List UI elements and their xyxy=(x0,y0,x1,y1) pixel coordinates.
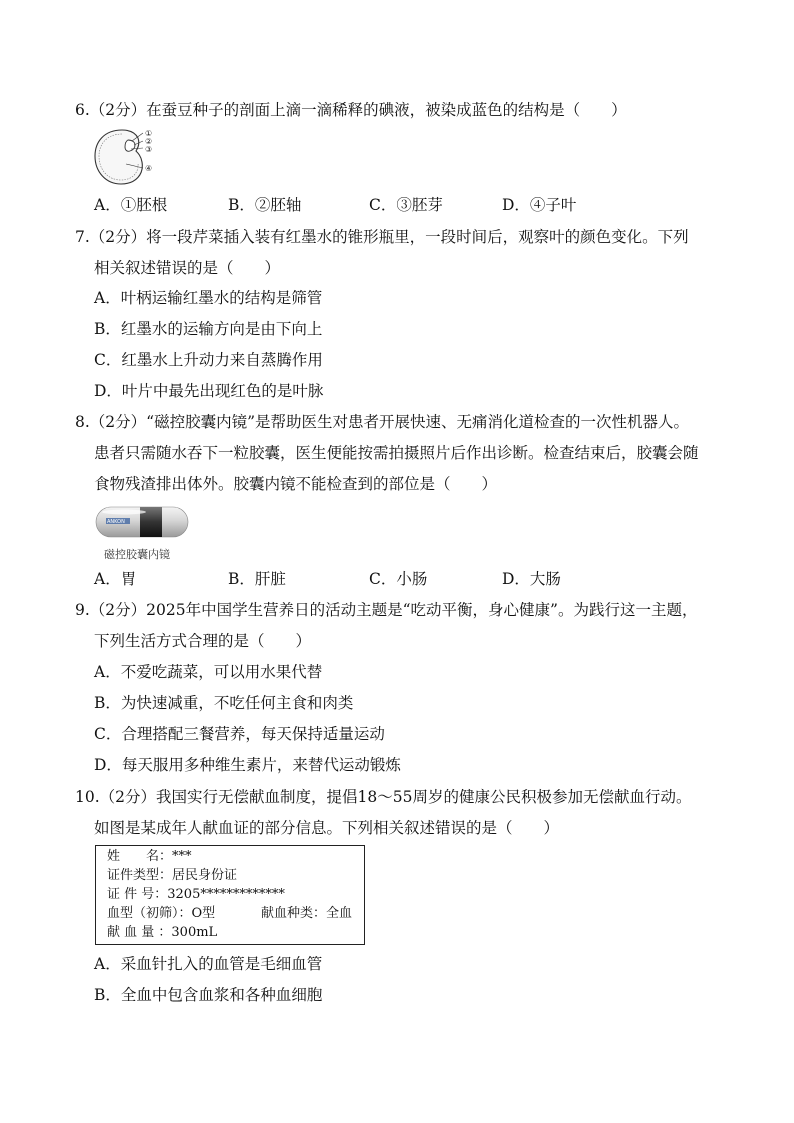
question-8-option-a[interactable]: A．胃 xyxy=(94,570,137,588)
question-9-stem-line-1: 9.（2分）2025年中国学生营养日的活动主题是“吃动平衡，身心健康”。为践行这一主题， xyxy=(75,601,698,619)
question-7-stem-line-2: 相关叙述错误的是（ ） xyxy=(94,259,281,277)
question-9-option-d[interactable]: D．每天服用多种维生素片，来替代运动锻炼 xyxy=(94,756,401,774)
question-8-option-c[interactable]: C．小肠 xyxy=(369,570,428,588)
question-9-option-c[interactable]: C．合理搭配三餐营养，每天保持适量运动 xyxy=(94,725,385,743)
blood-donation-card xyxy=(95,845,365,945)
question-10-option-b[interactable]: B．全血中包含血浆和各种血细胞 xyxy=(94,986,323,1004)
seed-label-2: ② xyxy=(145,137,153,146)
question-9-stem-line-2: 下列生活方式合理的是（ ） xyxy=(94,632,312,650)
question-8-option-b[interactable]: B．肝脏 xyxy=(228,570,286,588)
question-8-stem-line-1: 8.（2分）“磁控胶囊内镜”是帮助医生对患者开展快速、无痛消化道检查的一次性机器人。 xyxy=(75,413,690,431)
question-10-stem-line-1: 10.（2分）我国实行无偿献血制度，提倡18～55周岁的健康公民积极参加无偿献血行动。 xyxy=(75,788,692,806)
question-8-options xyxy=(94,568,694,590)
question-10-stem-line-2: 如图是某成年人献血证的部分信息。下列相关叙述错误的是（ ） xyxy=(94,819,560,837)
question-7-option-a[interactable]: A．叶柄运输红墨水的结构是筛管 xyxy=(94,289,323,307)
card-donation-type: 献血种类：全血 xyxy=(261,906,353,921)
embryo-shape xyxy=(125,140,135,151)
question-7-stem-line-1: 7.（2分）将一段芹菜插入装有红墨水的锥形瓶里，一段时间后，观察叶的颜色变化。下列 xyxy=(75,228,689,246)
question-7-option-b[interactable]: B．红墨水的运输方向是由下向上 xyxy=(94,320,323,338)
question-6-stem: 6.（2分）在蚕豆种子的剖面上滴一滴稀释的碘液，被染成蓝色的结构是（ ） xyxy=(75,101,627,119)
question-7-option-d[interactable]: D．叶片中最先出现红色的是叶脉 xyxy=(94,382,324,400)
question-6-option-d[interactable]: D．④子叶 xyxy=(502,196,577,214)
question-6-option-c[interactable]: C．③胚芽 xyxy=(369,196,443,214)
question-8-stem-line-2: 患者只需随水吞下一粒胶囊，医生便能按需拍摄照片后作出诊断。检查结束后，胶囊会随 xyxy=(94,444,699,462)
seed-label-3: ③ xyxy=(145,145,153,154)
seed-outline xyxy=(95,130,142,184)
question-9-option-a[interactable]: A．不爱吃蔬菜，可以用水果代替 xyxy=(94,663,323,681)
capsule-photo-figure xyxy=(94,503,190,547)
question-6-options xyxy=(94,194,694,216)
question-8-option-d[interactable]: D．大肠 xyxy=(502,570,561,588)
question-8-stem-line-3: 食物残渣排出体外。胶囊内镜不能检查到的部位是（ ） xyxy=(94,475,498,493)
card-blood-type: 血型（初筛）：O型 xyxy=(107,906,216,921)
question-10-option-a[interactable]: A．采血针扎入的血管是毛细血管 xyxy=(94,955,323,973)
card-id-number-line: 证 件 号：3205************* xyxy=(107,887,285,902)
seed-label-1: ① xyxy=(145,129,153,138)
card-name-line: 姓 名：*** xyxy=(107,849,192,864)
question-7-option-c[interactable]: C．红墨水上升动力来自蒸腾作用 xyxy=(94,351,323,369)
seed-diagram-figure xyxy=(92,126,154,188)
capsule-caption: 磁控胶囊内镜 xyxy=(104,548,170,561)
capsule-logo-text: ANKON xyxy=(107,519,125,525)
question-6-option-b[interactable]: B．②胚轴 xyxy=(228,196,302,214)
seed-label-4: ④ xyxy=(145,164,153,173)
question-9-option-b[interactable]: B．为快速减重，不吃任何主食和肉类 xyxy=(94,694,354,712)
card-volume-line: 献 血 量 ：300mL xyxy=(107,925,218,940)
card-id-type-line: 证件类型：居民身份证 xyxy=(107,868,238,883)
question-6-option-a[interactable]: A．①胚根 xyxy=(94,196,168,214)
